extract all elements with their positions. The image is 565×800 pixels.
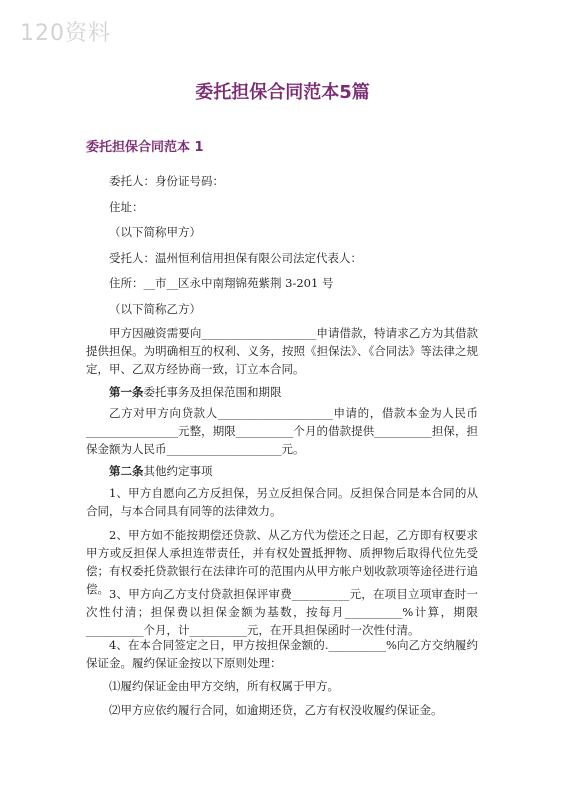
article-2-heading: [86, 462, 478, 480]
trustee-line: 受托人：温州恒利信用担保有限公司法定代表人：: [109, 251, 362, 265]
document-title: 委托担保合同范本5篇: [195, 82, 370, 103]
article-2-label: 第二条: [109, 464, 144, 478]
party-b-note: （以下简称乙方）: [109, 302, 201, 316]
watermark: 120资料: [20, 21, 111, 46]
article-1-label: 第一条: [109, 385, 144, 399]
principal-line: 委托人：身份证号码：: [109, 174, 224, 188]
party-a-note: （以下简称甲方）: [109, 225, 201, 239]
article-1-heading: [86, 383, 478, 401]
clause-4: 4、在本合同签定之日，甲方按担保金额的.__________%向乙方交纳履约保证金。履约保证金按以下原则处理：: [86, 638, 478, 670]
intro-paragraph: 甲方因融资需要向____________________申请借款，特请求乙方为其借款提供担保。为明确相互的权利、义务，按照《担保法》、《合同法》等法律之规定，甲、乙双方经协商一致，订立本合同。: [86, 326, 478, 376]
clause-4-item-1: ⑴履约保证金由甲方交纳，所有权属于甲方。: [109, 679, 339, 693]
clause-1: 1、甲方自愿向乙方反担保，另立反担保合同。反担保合同是本合同的从合同，与本合同具有同等的法律效力。: [86, 486, 478, 518]
clause-4-item-2: ⑵甲方应依约履行合同，如逾期还贷，乙方有权没收履约保证金。: [109, 703, 443, 717]
article-2-title: 其他约定事项: [143, 464, 213, 478]
clause-3: 3、甲方向乙方支付贷款担保评审费__________元，在项目立项审查时一次性付清；担保费以担保金额为基数，按每月__________%计算，期限__________个月，计__________元，在开具担保函时一次性付清。: [86, 587, 478, 637]
article-1-title: 委托事务及担保范围和期限: [143, 385, 282, 399]
residence-line: 住所：__市__区永中南翔锦苑紫荆 3-201 号: [109, 276, 334, 290]
clause-2: 2、甲方如不能按期偿还贷款、从乙方代为偿还之日起，乙方即有权要求甲方或反担保人承担连带责任，并有权处置抵押物、质押物后取得代位先受偿；有权委托贷款银行在法律许可的范围内从甲方帐户划收款项等途径进行追偿。: [86, 528, 478, 596]
address-line: 住址：: [109, 200, 144, 214]
section-title: 委托担保合同范本 1: [86, 140, 204, 155]
article-1-paragraph: 乙方对甲方向贷款人____________________申请的，借款本金为人民币________________元整，期限__________个月的借款提供__________担保，担保金额为人民币____________________元。: [86, 406, 478, 456]
